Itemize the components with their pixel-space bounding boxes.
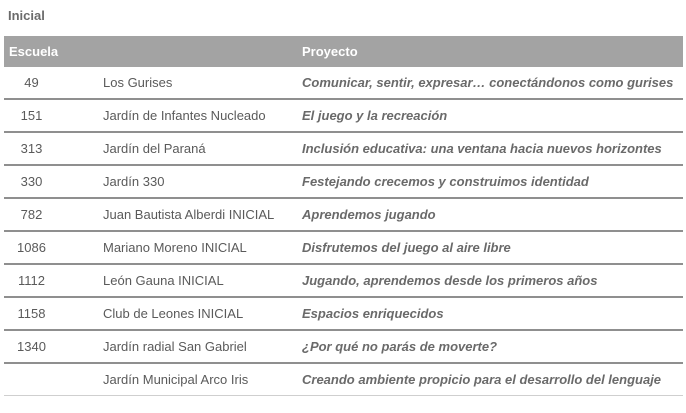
table-row — [4, 67, 683, 99]
header-project: Proyecto — [302, 36, 683, 67]
project-title: Jugando, aprendemos desde los primeros años — [302, 264, 683, 297]
table-row — [4, 363, 683, 396]
school-number: 313 — [4, 132, 103, 165]
project-title: ¿Por qué no parás de moverte? — [302, 330, 683, 363]
header-name — [103, 36, 302, 67]
project-title: Festejando crecemos y construimos identidad — [302, 165, 683, 198]
table-row — [4, 132, 683, 165]
table-row — [4, 198, 683, 231]
table-row — [4, 231, 683, 264]
header-school: Escuela — [4, 36, 103, 67]
project-title: Disfrutemos del juego al aire libre — [302, 231, 683, 264]
table-row — [4, 165, 683, 198]
school-name: Jardín de Infantes Nucleado — [103, 99, 302, 132]
school-name: Los Gurises — [103, 67, 302, 99]
school-name: León Gauna INICIAL — [103, 264, 302, 297]
school-number: 1340 — [4, 330, 103, 363]
school-number: 782 — [4, 198, 103, 231]
school-name: Jardín Municipal Arco Iris — [103, 363, 302, 396]
school-number — [4, 363, 103, 396]
project-title: Comunicar, sentir, expresar… conectándonos como gurises — [302, 67, 683, 99]
school-number: 1086 — [4, 231, 103, 264]
school-name: Jardín del Paraná — [103, 132, 302, 165]
schools-table — [4, 36, 683, 396]
table-row — [4, 297, 683, 330]
project-title: Espacios enriquecidos — [302, 297, 683, 330]
table-header-row — [4, 36, 683, 67]
project-title: Inclusión educativa: una ventana hacia nuevos horizontes — [302, 132, 683, 165]
school-number: 151 — [4, 99, 103, 132]
school-name: Juan Bautista Alberdi INICIAL — [103, 198, 302, 231]
school-name: Club de Leones INICIAL — [103, 297, 302, 330]
school-number: 1112 — [4, 264, 103, 297]
table-row — [4, 264, 683, 297]
school-name: Jardín 330 — [103, 165, 302, 198]
school-number: 1158 — [4, 297, 103, 330]
school-number: 330 — [4, 165, 103, 198]
table-row — [4, 330, 683, 363]
school-name: Mariano Moreno INICIAL — [103, 231, 302, 264]
project-title: Aprendemos jugando — [302, 198, 683, 231]
project-title: El juego y la recreación — [302, 99, 683, 132]
section-title: Inicial — [8, 8, 45, 23]
table-row — [4, 99, 683, 132]
project-title: Creando ambiente propicio para el desarrollo del lenguaje — [302, 363, 683, 396]
school-number: 49 — [4, 67, 103, 99]
school-name: Jardín radial San Gabriel — [103, 330, 302, 363]
